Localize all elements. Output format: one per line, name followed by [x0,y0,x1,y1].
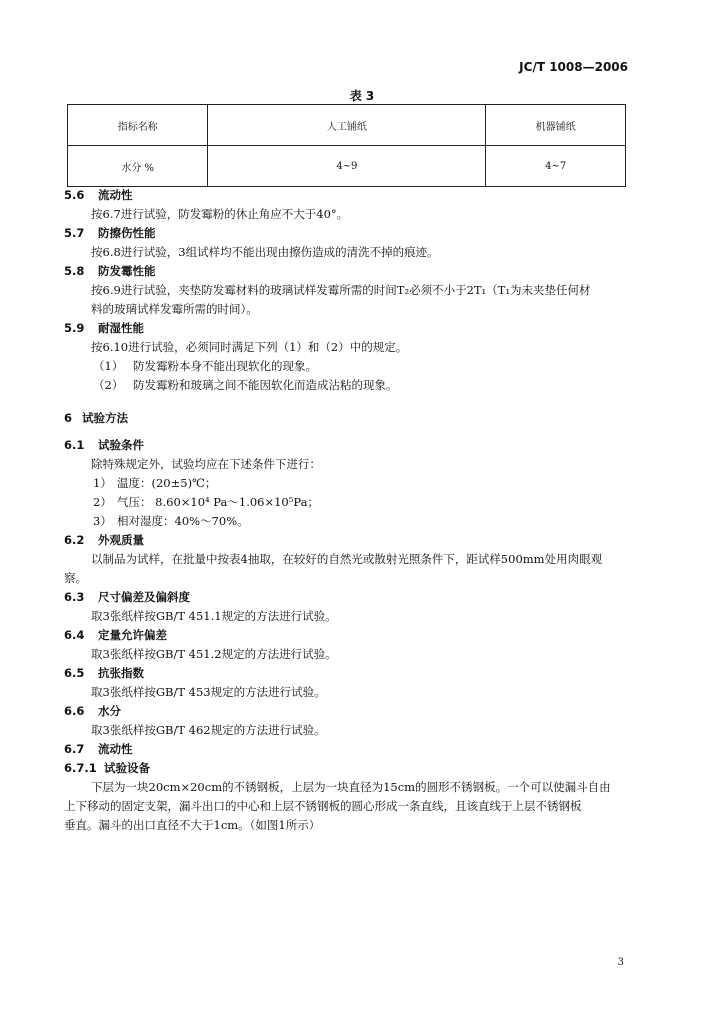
table-header-cell: 机器铺纸 [486,105,626,146]
section-text: 按6.9进行试验，夹垫防发霉材料的玻璃试样发霉所需的时间T₂必须不小于2T₁（T₁为未夹垫任何材 [91,283,591,297]
section-text: 垂直。漏斗的出口直径不大于1cm。（如图1所示） [64,818,321,832]
section-heading: 6.3 尺寸偏差及偏斜度 [64,590,190,604]
section-heading: 5.8 防发霉性能 [64,264,156,278]
table-cell: 4~9 [208,146,486,187]
section-heading: 6.2 外观质量 [64,533,144,547]
table-title: 表 3 [349,89,375,103]
chapter-heading: 6 试验方法 [64,411,128,425]
standard-code: JC/T 1008—2006 [519,60,628,74]
section-text: 按6.10进行试验，必须同时满足下列（1）和（2）中的规定。 [91,340,408,354]
list-item: 1） 温度：(20±5)℃； [93,476,217,490]
section-heading: 6.5 抗张指数 [64,666,144,680]
section-heading: 6.7 流动性 [64,742,133,756]
table-cell: 4~7 [486,146,626,187]
section-body [64,186,634,835]
section-heading: 6.7.1 试验设备 [64,761,150,775]
section-text: 按6.7进行试验，防发霉粉的休止角应不大于40°。 [91,207,349,221]
section-text: 料的玻璃试样发霉所需的时间）。 [91,302,258,316]
section-text: 按6.8进行试验，3组试样均不能出现由擦伤造成的清洗不掉的痕迹。 [91,245,439,259]
section-heading: 5.6 流动性 [64,188,133,202]
section-text: 察。 [64,571,87,585]
section-text: 取3张纸样按GB/T 453规定的方法进行试验。 [91,685,326,699]
list-item: （1） 防发霉粉本身不能出现软化的现象。 [93,359,317,373]
section-heading: 5.9 耐湿性能 [64,321,144,335]
section-text: 取3张纸样按GB/T 462规定的方法进行试验。 [91,723,326,737]
table-header-cell: 指标名称 [68,105,208,146]
section-heading: 6.6 水分 [64,704,121,718]
section-text: 以制品为试样，在批量中按表4抽取，在较好的自然光或散射光照条件下，距试样500mm处用肉眼观 [91,552,603,566]
section-text: 除特殊规定外，试验均应在下述条件下进行： [91,457,321,471]
section-heading: 5.7 防擦伤性能 [64,226,156,240]
list-item: 2） 气压： 8.60×10⁴ Pa～1.06×10⁵Pa； [93,495,319,509]
section-text: 下层为一块20cm×20cm的不锈钢板，上层为一块直径为15cm的圆形不锈钢板。一个可以使漏斗自由 [91,780,611,794]
section-text: 取3张纸样按GB/T 451.2规定的方法进行试验。 [91,647,337,661]
table-cell: 水分 % [68,146,208,187]
table-row [68,146,626,187]
table-header-cell: 人工铺纸 [208,105,486,146]
table-header-row [68,105,626,146]
section-text: 取3张纸样按GB/T 451.1规定的方法进行试验。 [91,609,337,623]
page-number: 3 [617,957,624,968]
section-text: 上下移动的固定支架，漏斗出口的中心和上层不锈钢板的圆心形成一条直线，且该直线于上层不锈钢板 [64,799,582,813]
section-heading: 6.1 试验条件 [64,438,144,452]
section-heading: 6.4 定量允许偏差 [64,628,167,642]
spec-table [67,104,626,187]
list-item: （2） 防发霉粉和玻璃之间不能因软化而造成沾粘的现象。 [93,378,398,392]
list-item: 3） 相对湿度：40%～70%。 [93,514,249,528]
